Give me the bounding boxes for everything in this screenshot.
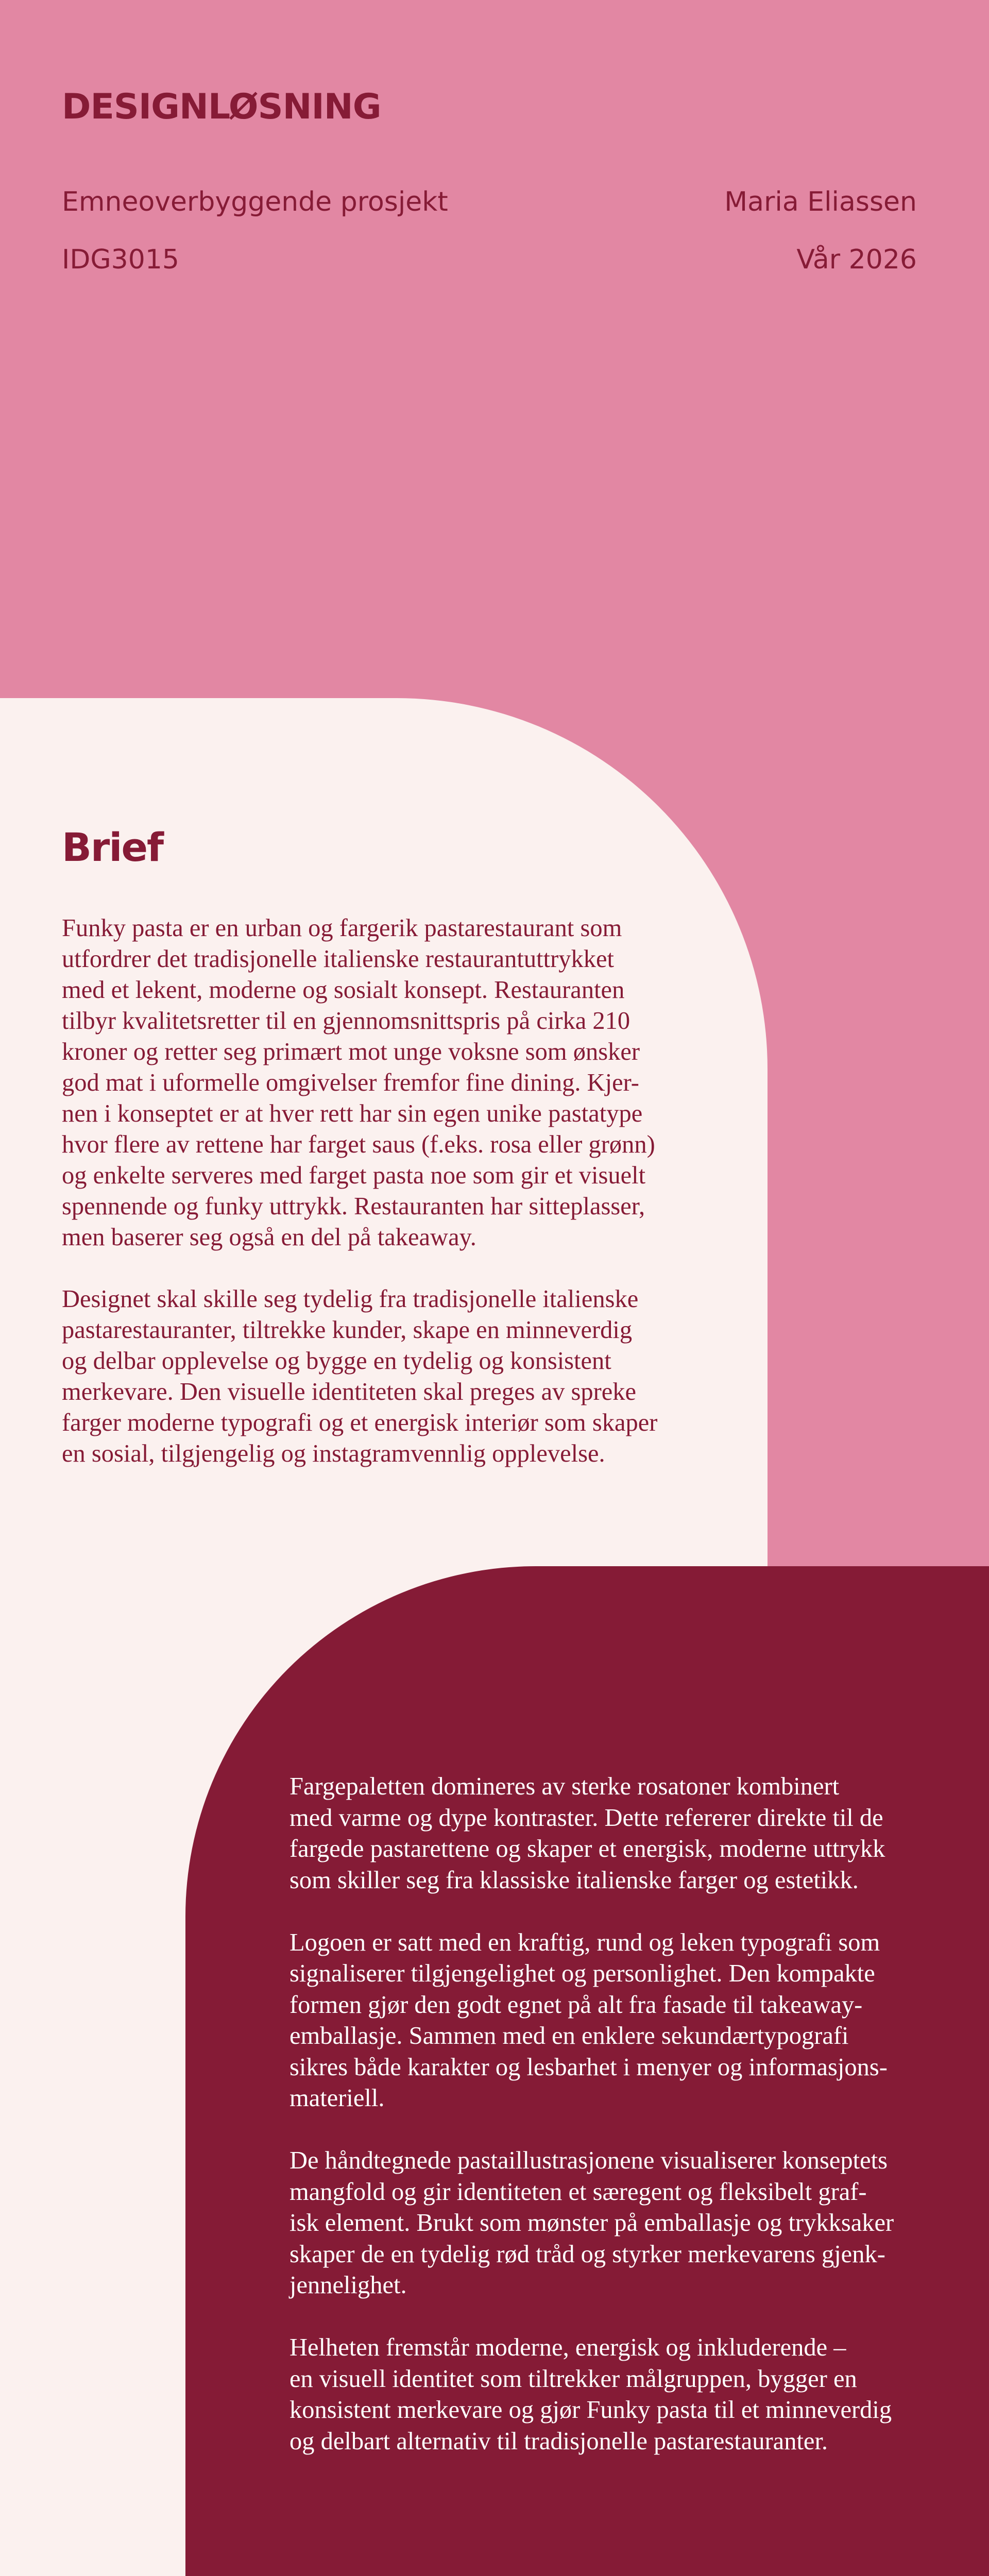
design-paragraph: Fargepaletten domineres av sterke rosatoner kombinert med varme og dype kontraster. Dette refererer direkte til de fargede pastarettene og skaper et energisk, moderne uttrykk som skiller seg fra klassiske italienske farger og estetikk. (289, 1773, 885, 1894)
course-info (62, 173, 448, 289)
page-title: DESIGNLØSNING (62, 87, 381, 127)
semester: Vår 2026 (796, 244, 917, 275)
design-paragraph: Helheten fremstår moderne, energisk og inkluderende – en visuell identitet som tiltrekker målgruppen, bygger en konsistent merkevare og gjør Funky pasta til et minneverdig og delbart alternativ til tradisjonelle pastarestauranter. (289, 2334, 892, 2455)
course-name: Emneoverbyggende prosjekt (62, 187, 448, 217)
author-name: Maria Eliassen (724, 187, 917, 217)
author-info (724, 173, 917, 289)
course-code: IDG3015 (62, 244, 180, 275)
brief-paragraph: Designet skal skille seg tydelig fra tradisjonelle italienske pastarestauranter, tiltrekke kunder, skape en minneverdig og delbar opplevelse og bygge en tydelig og konsistent merkevare. Den visuelle identiteten skal preges av spreke farger moderne typografi og et energisk interiør som skaper en sosial, tilgjengelig og instagramvennlig opplevelse. (62, 1285, 658, 1467)
design-paragraph: Logoen er satt med en kraftig, rund og leken typografi som signaliserer tilgjengelighet og personlighet. Den kompakte formen gjør den godt egnet på alt fra fasade til takeaway- emballasje. Sammen med en enklere sekundærtypografi sikres både karakter og lesbarhet i menyer og informasjons- materiell. (289, 1928, 888, 2112)
design-body (289, 1771, 959, 2488)
brief-heading: Brief (62, 824, 163, 870)
brief-body (62, 913, 701, 1500)
design-paragraph: De håndtegnede pastaillustrasjonene visualiserer konseptets mangfold og gir identiteten et særegent og fleksibelt graf- isk element. Brukt som mønster på emballasje og trykksaker skaper de en tydelig rød tråd og styrker merkevarens gjenk- jennelighet. (289, 2147, 894, 2299)
brief-paragraph: Funky pasta er en urban og fargerik pastarestaurant som utfordrer det tradisjonelle italienske restaurantuttrykket med et lekent, moderne og sosialt konsept. Restauranten tilbyr kvalitetsretter til en gjennomsnittspris på cirka 210 kroner og retter seg primært mot unge voksne som ønsker god mat i uformelle omgivelser fremfor fine dining. Kjer- nen i konseptet er at hver rett har sin egen unike pastatype hvor flere av rettene har farget saus (f.eks. rosa eller grønn) og enkelte serveres med farget pasta noe som gir et visuelt spennende og funky uttrykk. Restauranten har sitteplasser, men baserer seg også en del på takeaway. (62, 914, 655, 1251)
